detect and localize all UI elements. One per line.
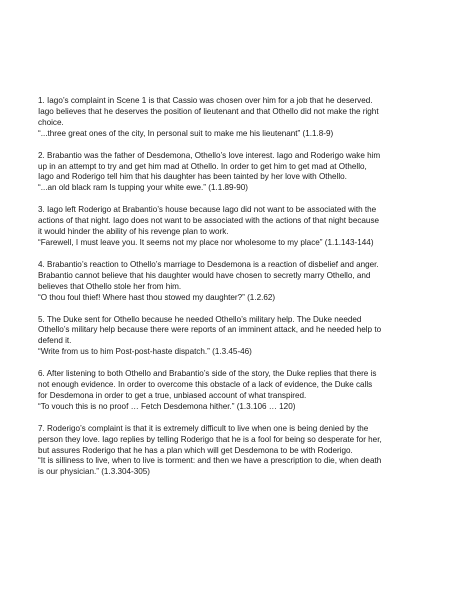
- answer-text: 2. Brabantio was the father of Desdemona, Othello’s love interest. Iago and Roderigo wake him up in an attempt to try and get him mad at Othello. In order to get him to get mad at Othello, Iago and Roderigo tell him that his daughter has been tainted by her love with Othello.: [38, 150, 381, 182]
- answer-quote: “O thou foul thief! Where hast thou stowed my daughter?” (1.2.62): [38, 292, 276, 302]
- answer-item-4: [38, 260, 443, 304]
- answer-item-5: [38, 315, 443, 359]
- answer-text: 5. The Duke sent for Othello because he needed Othello’s military help. The Duke needed Othello’s military help because there were reports of an imminent attack, and he needed help to defend it.: [38, 314, 382, 346]
- answer-text: 3. Iago left Roderigo at Brabantio’s house because Iago did not want to be associated with the actions of that night. Iago does not want to be associated with the actions of that night because it would hinder the ability of his revenge plan to work.: [38, 205, 380, 237]
- answer-item-1: [38, 96, 443, 140]
- answer-quote: “Farewell, I must leave you. It seems not my place nor wholesome to my place” (1.1.143-144): [38, 237, 374, 247]
- answer-quote: “...three great ones of the city, In personal suit to make me his lieutenant” (1.1.8-9): [38, 128, 334, 138]
- answers-list: [38, 96, 443, 489]
- answer-item-6: [38, 369, 443, 413]
- answer-item-3: [38, 205, 443, 249]
- answer-item-2: [38, 151, 443, 195]
- answer-quote: “To vouch this is no proof … Fetch Desdemona hither.” (1.3.106 … 120): [38, 401, 296, 411]
- answer-text: 6. After listening to both Othello and Brabantio’s side of the story, the Duke replies that there is not enough evidence. In order to overcome this obstacle of a lack of evidence, the Duke calls for Desdemona in order to get a true, unbiased account of what transpired.: [38, 369, 377, 400]
- answer-quote: “It is silliness to live, when to live is torment: and then we have a prescription to die, when death is our physician.” (1.3.304-305): [38, 456, 382, 477]
- answer-text: 7. Roderigo’s complaint is that it is extremely difficult to live when one is being denied by the person they love. Iago replies by telling Roderigo that he is a fool for being so desperate for her, but assures Roderigo that he has a plan which will get Desdemona to be with Roderigo.: [38, 423, 382, 455]
- answer-item-7: [38, 424, 443, 479]
- answer-quote: “...an old black ram Is tupping your white ewe.” (1.1.89-90): [38, 183, 248, 193]
- answer-text: 4. Brabantio’s reaction to Othello’s marriage to Desdemona is a reaction of disbelief and anger. Brabantio cannot believe that his daughter would have chosen to secretly marry Othello, and believes that Othello stole her from him.: [38, 259, 379, 291]
- answer-text: 1. Iago’s complaint in Scene 1 is that Cassio was chosen over him for a job that he deserved. Iago believes that he deserves the position of lieutenant and that Othello did not make the right choice.: [38, 96, 379, 127]
- answer-quote: “Write from us to him Post-post-haste dispatch.” (1.3.45-46): [38, 347, 252, 357]
